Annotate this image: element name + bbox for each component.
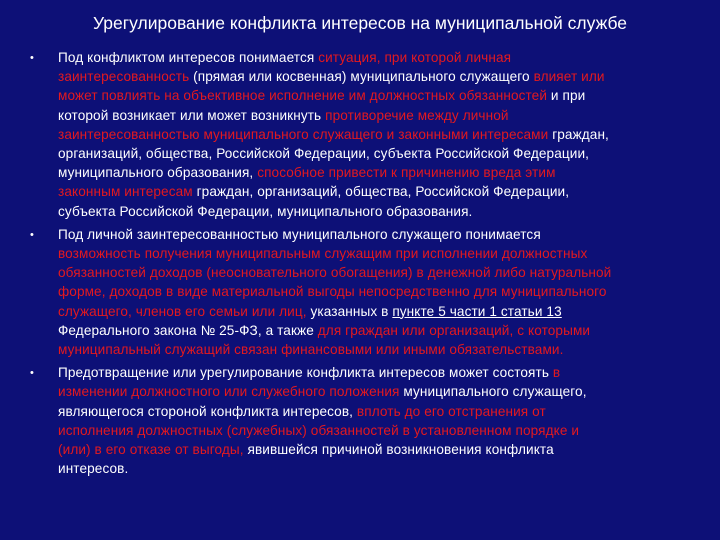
body-text: которой возникает или может возникнуть — [58, 107, 326, 123]
body-text: указанных в — [306, 303, 393, 319]
highlighted-text: исполнения должностных (служебных) обязанностей в установленном порядке и — [58, 422, 580, 438]
highlighted-text: (или) в его отказе от выгоды, — [58, 442, 244, 458]
body-text: (прямая или косвенная) муниципального служащего — [189, 69, 534, 85]
highlighted-text: заинтересованность — [58, 69, 190, 85]
body-text: Под конфликтом интересов понимается — [58, 50, 319, 65]
text-line — [58, 67, 704, 86]
body-text: муниципального образования, — [58, 165, 258, 181]
highlighted-text: обязанностей доходов (неосновательного обогащения) в денежной либо натуральной — [58, 265, 612, 281]
highlighted-text: противоречие между личной — [325, 107, 509, 123]
highlighted-text: служащего, членов его семьи или лиц, — [58, 303, 307, 319]
text-line — [58, 402, 704, 421]
slide-title: Урегулирование конфликта интересов на муниципальной службе — [92, 13, 628, 33]
bullet-dot-icon: • — [30, 52, 34, 64]
bullet-dot-icon: • — [30, 367, 34, 380]
text-line — [58, 106, 704, 125]
body-text: граждан, — [548, 126, 609, 142]
text-line — [58, 86, 704, 105]
body-text: Под личной заинтересованностью муниципального служащего понимается — [58, 226, 541, 242]
highlighted-text: вплоть до его отстранения от — [356, 403, 546, 419]
body-text: и при — [547, 88, 586, 104]
text-line — [58, 48, 704, 67]
text-line — [58, 363, 704, 382]
body-text: субъекта Российской Федерации, муниципального образования. — [58, 203, 473, 219]
text-line — [58, 459, 704, 478]
body-text: Федерального закона № 25-ФЗ, а также — [58, 322, 318, 338]
text-line — [58, 440, 704, 459]
body-text: являющегося стороной конфликта интересов, — [58, 403, 357, 419]
highlighted-text: в — [552, 365, 561, 381]
text-line — [58, 202, 704, 221]
highlighted-text: для граждан или организаций, с которыми — [317, 322, 591, 338]
body-text: Предотвращение или урегулирование конфликта интересов может состоять — [58, 365, 553, 381]
highlighted-text: муниципальный служащий связан финансовыми или иными обязательствами. — [58, 342, 564, 358]
text-line — [58, 225, 704, 244]
highlighted-text: возможность получения муниципальным служащим при исполнении должностных — [58, 246, 588, 262]
text-line — [58, 382, 704, 401]
text-line — [58, 321, 704, 340]
text-line — [58, 421, 704, 440]
body-text: организаций, общества, Российской Федерации, субъекта Российской Федерации, — [58, 146, 590, 162]
text-line — [58, 302, 704, 321]
highlighted-text: влияет или — [533, 69, 605, 85]
bullet-dot-icon: • — [30, 228, 34, 241]
text-line — [58, 182, 704, 201]
law-reference-link[interactable]: пункте 5 части 1 статьи 13 — [392, 303, 562, 319]
bullet-item — [0, 48, 720, 221]
highlighted-text: изменении должностного или служебного положения — [58, 384, 400, 400]
text-line — [58, 163, 704, 182]
highlighted-text: законным интересам — [58, 184, 193, 200]
text-line — [58, 244, 704, 263]
highlighted-text: ситуация, при которой личная — [318, 50, 512, 65]
bullet-item — [0, 225, 720, 359]
highlighted-text: может повлиять на объективное исполнение им должностных обязанностей — [58, 88, 548, 104]
highlighted-text: заинтересованностью муниципального служащего и законными интересами — [58, 126, 549, 142]
text-line — [58, 263, 704, 282]
bullet-list — [0, 48, 720, 482]
highlighted-text: способное привести к причинению вреда этим — [257, 165, 556, 181]
body-text: муниципального служащего, — [399, 384, 587, 400]
text-line — [58, 144, 704, 163]
bullet-item — [0, 363, 720, 478]
body-text: граждан, организаций, общества, Российской Федерации, — [192, 184, 570, 200]
body-text: интересов. — [58, 461, 129, 477]
text-line — [58, 340, 704, 359]
text-line — [58, 125, 704, 144]
text-line — [58, 282, 704, 301]
body-text: явившейся причиной возникновения конфликта — [243, 442, 554, 458]
highlighted-text: форме, доходов в виде материальной выгоды непосредственно для муниципального — [58, 284, 607, 300]
